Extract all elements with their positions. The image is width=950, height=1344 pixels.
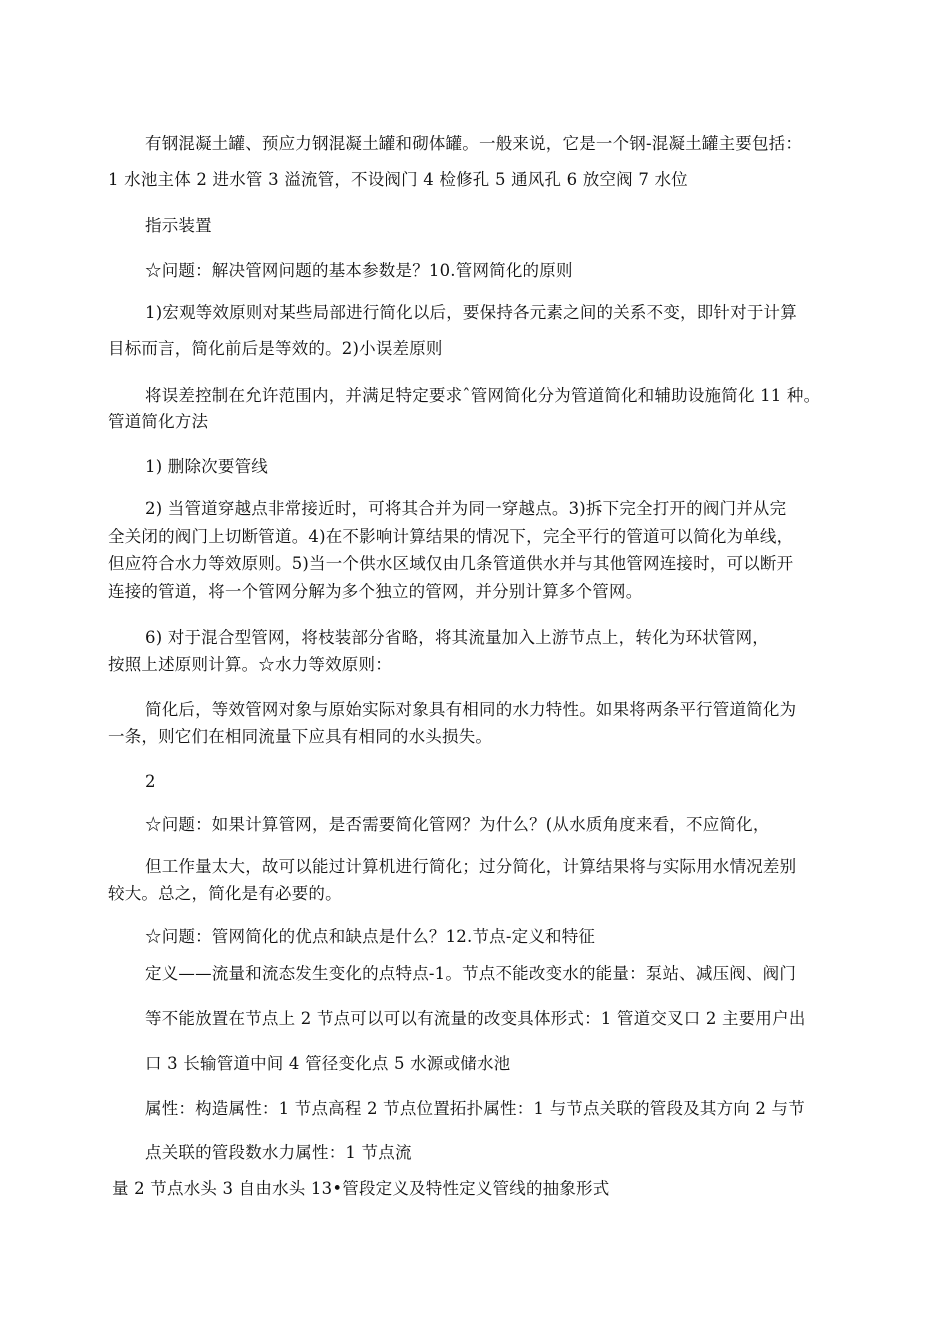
text-line: 等不能放置在节点上 2 节点可以可以有流量的改变具体形式：1 管道交叉口 2 主要用户出 (145, 1009, 806, 1028)
text-line: 将误差控制在允许范围内，并满足特定要求ˆ管网简化分为管道简化和辅助设施简化 11 种。 (145, 386, 821, 405)
text-line: 定义——流量和流态发生变化的点特点-1。节点不能改变水的能量：泵站、减压阀、阀门 (145, 964, 797, 983)
text-line: 1 水池主体 2 进水管 3 溢流管，不设阀门 4 检修孔 5 通风孔 6 放空阀 7 水位 (108, 170, 688, 189)
text-line: 一条，则它们在相同流量下应具有相同的水头损失。 (108, 727, 493, 746)
text-line: 1) 删除次要管线 (145, 457, 268, 476)
text-line: 但应符合水力等效原则。5)当一个供水区域仅由几条管道供水并与其他管网连接时，可以断开 (108, 554, 794, 573)
text-line: 简化后，等效管网对象与原始实际对象具有相同的水力特性。如果将两条平行管道简化为 (145, 700, 797, 719)
text-line: 2) 当管道穿越点非常接近时，可将其合并为同一穿越点。3)拆下完全打开的阀门并从完 (145, 499, 787, 518)
text-line: ☆问题：管网简化的优点和缺点是什么？12.节点-定义和特征 (145, 927, 596, 946)
text-line: 指示装置 (145, 216, 212, 235)
text-line: 管道简化方法 (108, 412, 209, 431)
text-line: 但工作量太大，故可以能过计算机进行简化；过分简化，计算结果将与实际用水情况差别 (145, 857, 797, 876)
text-line: 口 3 长输管道中间 4 管径变化点 5 水源或储水池 (145, 1054, 511, 1073)
text-line: 连接的管道，将一个管网分解为多个独立的管网，并分别计算多个管网。 (108, 582, 643, 601)
text-line: 1)宏观等效原则对某些局部进行简化以后，要保持各元素之间的关系不变，即针对于计算 (145, 303, 797, 322)
page-number-text: 2 (145, 772, 156, 791)
text-line: 点关联的管段数水力属性：1 节点流 (145, 1143, 412, 1162)
text-line: 量 2 节点水头 3 自由水头 13•管段定义及特性定义管线的抽象形式 (112, 1179, 610, 1198)
text-line: ☆问题：解决管网问题的基本参数是？10.管网简化的原则 (145, 261, 573, 280)
text-line: 目标而言，简化前后是等效的。2)小误差原则 (108, 339, 443, 358)
text-line: 属性：构造属性：1 节点高程 2 节点位置拓扑属性：1 与节点关联的管段及其方向 2 与节 (145, 1099, 805, 1118)
text-line: ☆问题：如果计算管网，是否需要简化管网？为什么？(从水质角度来看，不应简化， (145, 815, 770, 834)
text-line: 按照上述原则计算。☆水力等效原则： (108, 655, 392, 674)
text-line: 较大。总之，简化是有必要的。 (108, 884, 342, 903)
text-line: 全关闭的阀门上切断管道。4)在不影响计算结果的情况下，完全平行的管道可以简化为单线， (108, 527, 794, 546)
text-line: 有钢混凝土罐、预应力钢混凝土罐和砌体罐。一般来说，它是一个钢-混凝土罐主要包括： (145, 134, 803, 153)
text-line: 6) 对于混合型管网，将枝装部分省略，将其流量加入上游节点上，转化为环状管网， (145, 628, 769, 647)
